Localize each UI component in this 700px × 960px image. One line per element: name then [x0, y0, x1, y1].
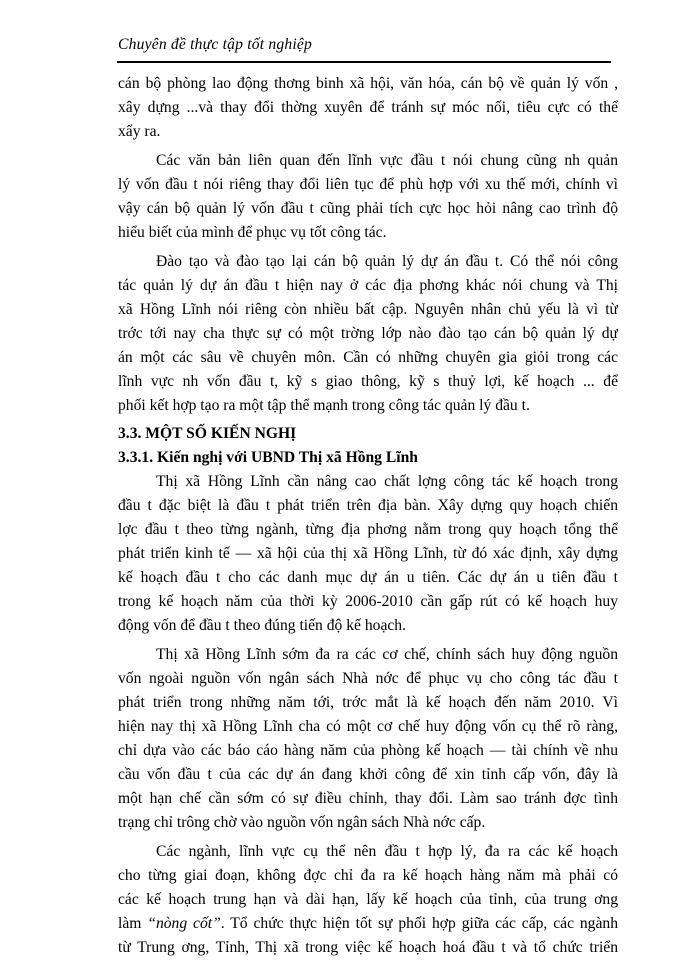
text-line: cho từng giai đoạn, không đợc chỉ đa ra kế hoạch hàng năm mà phải có	[118, 867, 618, 884]
paragraph	[118, 72, 618, 144]
text-line: Thị xã Hồng Lĩnh cần nâng cao chất lợng công tác kế hoạch trong	[156, 473, 618, 490]
text-line: trạng chỉ trông chờ vào nguồn vốn ngân sách Nhà nớc cấp.	[118, 814, 486, 831]
paragraph	[118, 149, 618, 245]
text-line: động vốn để đầu t theo đúng tiến độ kế hoạch.	[118, 617, 406, 634]
text-line: phát triển trong những năm tới, trớc mắt là kế hoạch đến năm 2010. Vì	[118, 694, 618, 711]
text-line: phát triển kinh tế — xã hội của thị xã Hồng Lĩnh, từ đó xác định, xây dựng	[118, 545, 618, 562]
text-line: Thị xã Hồng Lĩnh sớm đa ra các cơ chế, chính sách huy động nguồn	[156, 646, 618, 663]
text-line: lợc đầu t theo từng ngành, từng địa phơng nằm trong quy hoạch tổng thể	[118, 521, 618, 538]
text-line: xây dựng ...và thay đổi thờng xuyên để tránh sự móc nối, tiêu cực có thể	[118, 99, 618, 116]
text-line: Các ngành, lĩnh vực cụ thể nên đầu t hợp lý, đa ra các kế hoạch	[156, 843, 618, 860]
text-line: Các văn bản liên quan đến lĩnh vực đầu t nói chung cũng nh quản	[156, 152, 618, 169]
text-line: án một các sâu về chuyên môn. Cần có những chuyên gia giỏi trong các	[118, 349, 618, 366]
text-fragment: . Tổ chức thực hiện tốt sự phối hợp giữa các cấp, các ngành	[220, 915, 618, 932]
text-line: hiện nay thị xã Hồng Lĩnh cha có một cơ chế huy động vốn cụ thể rõ ràng,	[118, 718, 618, 735]
text-fragment: làm	[118, 915, 148, 932]
text-line: từ Trung ơng, Tỉnh, Thị xã trong việc kế hoạch hoá đầu t và tổ chức triển	[118, 939, 618, 956]
text-line: các kế hoạch trung hạn và dài hạn, lấy kế hoạch của tỉnh, của trung ơng	[118, 891, 618, 908]
text-line: cán bộ phòng lao động thơng binh xã hội, văn hóa, cán bộ về quản lý vốn ,	[118, 75, 618, 92]
text-line-mixed	[118, 912, 618, 936]
text-line: vốn ngoài nguồn vốn ngân sách Nhà nớc để phục vụ cho công tác đầu t	[118, 670, 618, 687]
text-line: lý vốn đầu t nói riêng thay đổi liên tục để phù hợp với xu thế mới, chính vì	[118, 176, 618, 193]
text-line: xã Hồng Lĩnh nói riêng còn nhiều bất cập. Nguyên nhân chủ yếu là vì từ	[118, 301, 618, 318]
text-line: xẩy ra.	[118, 123, 161, 140]
running-header: Chuyên đề thực tập tốt nghiệp	[118, 36, 313, 53]
text-line: đầu t đặc biệt là đầu t phát triển trên địa bàn. Xây dựng quy hoạch chiến	[118, 497, 618, 514]
section-heading: 3.3. MỘT SỐ KIẾN NGHỊ	[118, 425, 297, 442]
text-line: chỉ dựa vào các báo cáo hàng năm của phòng kế hoạch — tài chính về nhu	[118, 742, 618, 759]
text-line: kế hoạch đầu t cho các danh mục dự án u tiên. Các dự án u tiên đầu t	[118, 569, 618, 586]
text-line: lĩnh vực nh vốn đầu t, kỹ s giao thông, kỹ s thuỷ lợi, kế hoạch ... để	[118, 373, 618, 390]
text-line: phối kết hợp tạo ra một tập thể mạnh trong công tác quản lý đầu t.	[118, 397, 530, 414]
paragraph	[118, 470, 618, 638]
text-line: tác quản lý dự án đầu t hiện nay ở các địa phơng khác nói chung và Thị	[118, 277, 618, 294]
document-body	[118, 72, 618, 960]
text-line: cầu vốn đầu t của các dự án đang khởi công để xin tỉnh cấp vốn, đây là	[118, 766, 618, 783]
text-line: vậy cán bộ quản lý vốn đầu t cũng phải tích cực học hỏi nâng cao trình độ	[118, 200, 618, 217]
paragraph	[118, 643, 618, 835]
text-line: trong kế hoạch năm của thời kỳ 2006-2010 cần gấp rút có kế hoạch huy	[118, 593, 618, 610]
text-line: trớc tới nay cha thực sự có một trờng lớp nào đào tạo cán bộ quản lý dự	[118, 325, 618, 342]
header-divider	[117, 61, 611, 63]
italic-term: “nòng cốt”	[147, 915, 221, 932]
text-line: một hạn chế cần sớm có sự điều chỉnh, thay đổi. Làm sao tránh đợc tình	[118, 790, 618, 807]
paragraph	[118, 250, 618, 418]
text-line: Đào tạo và đào tạo lại cán bộ quản lý dự án đầu t. Có thể nói công	[156, 253, 618, 270]
text-line: hiểu biết của mình để phục vụ tốt công tác.	[118, 224, 387, 241]
paragraph	[118, 840, 618, 960]
subsection-heading: 3.3.1. Kiến nghị với UBND Thị xã Hồng Lĩnh	[118, 449, 418, 466]
